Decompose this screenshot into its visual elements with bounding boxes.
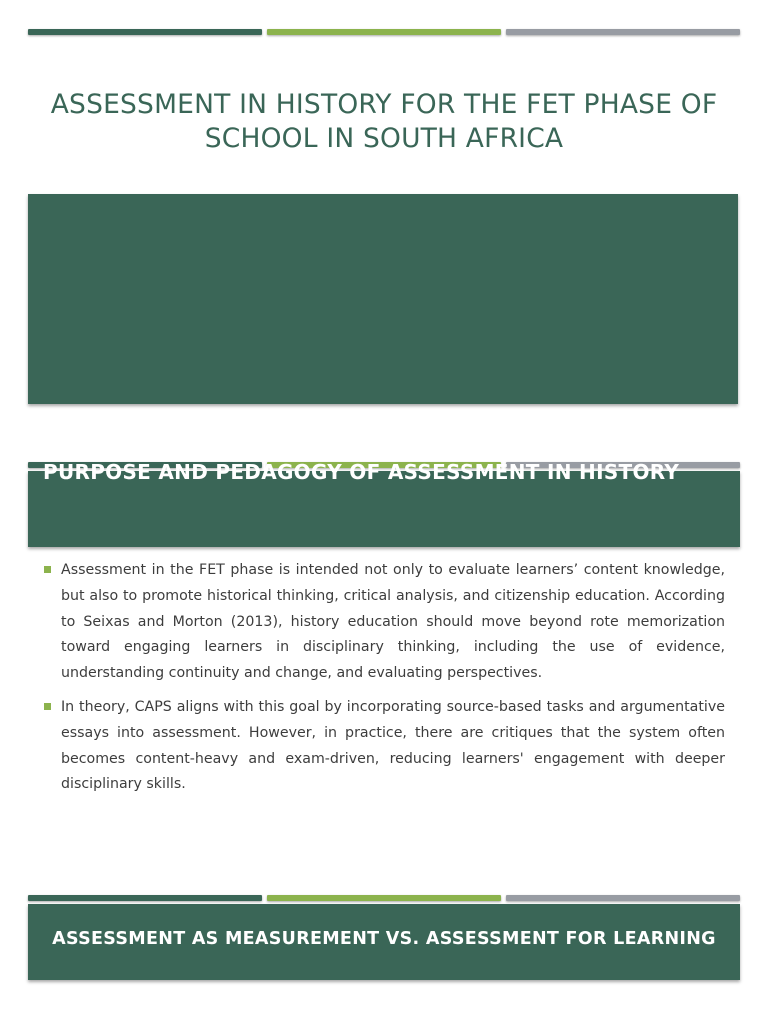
slide3-heading: ASSESSMENT AS MEASUREMENT VS. ASSESSMENT FOR LEARNING bbox=[52, 929, 716, 949]
top-stripe-dark bbox=[28, 29, 262, 35]
square-bullet-icon bbox=[44, 566, 51, 573]
slide3-stripe-green bbox=[267, 895, 501, 901]
bullet-text: In theory, CAPS aligns with this goal by incorporating source-based tasks and argumentative essays into assessment. However, in practice, there are critiques that the system often becomes content-heavy and exam-driven, reducing learners' engagement with deeper disciplinary skills. bbox=[61, 698, 725, 793]
bullet-text: Assessment in the FET phase is intended not only to evaluate learners’ content knowledge, but also to promote historical thinking, critical analysis, and citizenship education. According to Seixas and Morton (2013), history education should move beyond rote memorization toward engaging learners in disciplinary thinking, including the use of evidence, understanding continuity and change, and evaluating perspectives. bbox=[61, 562, 725, 682]
square-bullet-icon bbox=[44, 703, 51, 710]
top-stripe-green bbox=[267, 29, 501, 35]
slide3-stripe-gray bbox=[506, 895, 740, 901]
slide2-heading: PURPOSE AND PEDAGOGY OF ASSESSMENT IN HISTORY bbox=[43, 460, 680, 484]
slide-title: ASSESSMENT IN HISTORY FOR THE FET PHASE OF SCHOOL IN SOUTH AFRICA bbox=[50, 89, 718, 154]
slide3-stripe-dark bbox=[28, 895, 262, 901]
title-color-block bbox=[28, 194, 738, 404]
bullet-item bbox=[43, 558, 725, 687]
bullet-item bbox=[43, 695, 725, 798]
top-stripe-gray bbox=[506, 29, 740, 35]
slide2-bullet-list bbox=[43, 558, 725, 806]
